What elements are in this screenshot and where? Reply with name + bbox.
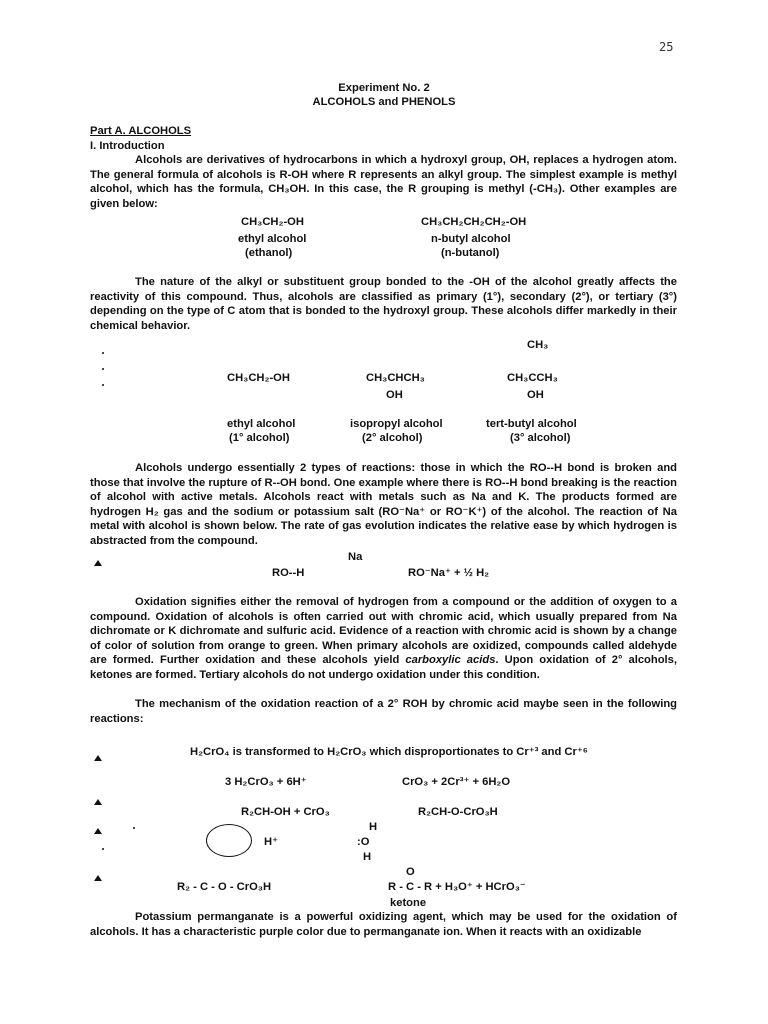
tertiary-name: tert-butyl alcohol (486, 418, 577, 430)
carboxylic-acids-italic: carboxylic acids (405, 654, 496, 667)
triangle-marker-icon (94, 799, 102, 805)
triangle-marker-icon (94, 755, 102, 761)
triangle-marker-icon (94, 828, 102, 834)
secondary-formula: CH₃CHCH₃ (366, 372, 425, 384)
water-o: :O (357, 836, 370, 848)
ethyl-name: ethyl alcohol (238, 233, 307, 245)
mechanism-step2-left: 3 H₂CrO₃ + 6H⁺ (225, 776, 307, 788)
ethyl-alt: (ethanol) (245, 247, 293, 259)
mechanism-step2-right: CrO₃ + 2Cr³⁺ + 6H₂O (402, 776, 511, 788)
na-reactant: RO--H (272, 567, 305, 579)
triangle-marker-icon (94, 875, 102, 881)
na-products: RO⁻Na⁺ + ½ H₂ (408, 567, 490, 579)
bullet-dot (133, 827, 135, 829)
part-title: Part A. ALCOHOLS (90, 125, 192, 137)
bullet-dot (102, 848, 104, 850)
experiment-title: Experiment No. 2 (338, 82, 430, 94)
mechanism-step4-right: R - C - R + H₃O⁺ + HCrO₃⁻ (388, 881, 526, 893)
ketone-oxygen: O (406, 866, 415, 878)
section-title: I. Introduction (90, 140, 165, 152)
butyl-name: n-butyl alcohol (431, 233, 511, 245)
secondary-name: isopropyl alcohol (350, 418, 443, 430)
paragraph-permanganate: Potassium permanganate is a powerful oxidizing agent, which may be used for the oxidation of alcohols. It has a characteristic purple color due to permanganate ion. When it reacts with an oxidizable (90, 911, 677, 938)
water-h-bottom: H (363, 851, 372, 863)
paragraph-oxidation: Oxidation signifies either the removal of hydrogen from a compound or the addition of oxygen to a compound. Oxidation of alcohols is often carried out with chromic acid, which usually prepared from Na dichromate or K dichromate and sulfuric acid. Evidence of a reaction with chromic acid is shown by a change of color of solution from orange to green. When primary alcohols are oxidized, compounds called aldehyde are formed. Further oxidation and these alcohols yield carboxylic acids. Upon oxidation of 2° alcohols, ketones are formed. Tertiary alcohols do not undergo oxidation under this condition. (90, 596, 677, 681)
triangle-marker-icon (94, 560, 102, 566)
na-reagent: Na (348, 551, 363, 563)
experiment-subtitle: ALCOHOLS and PHENOLS (312, 96, 456, 108)
primary-type: (1° alcohol) (229, 432, 290, 444)
page-number: 25 (659, 40, 674, 54)
tertiary-type: (3° alcohol) (510, 432, 571, 444)
ketone-label: ketone (390, 897, 427, 909)
mechanism-step1: H₂CrO₄ is transformed to H₂CrO₃ which disproportionates to Cr⁺³ and Cr⁺⁶ (190, 746, 588, 758)
secondary-oh: OH (386, 389, 403, 401)
tertiary-formula: CH₃CCH₃ (507, 372, 558, 384)
mechanism-step3-right: R₂CH-O-CrO₃H (418, 806, 498, 818)
butyl-formula: CH₃CH₂CH₂CH₂-OH (421, 216, 527, 228)
paragraph-classification: The nature of the alkyl or substituent group bonded to the -OH of the alcohol greatly affects the reactivity of this compound. Thus, alcohols are classified as primary (1°), secondary (2°), or tertiary (3°) depending on the type of C atom that is bonded to the hydroxyl group. These alcohols differ markedly in their chemical behavior. (90, 276, 677, 332)
mechanism-step3-left: R₂CH-OH + CrO₃ (241, 806, 330, 818)
mechanism-step4-left: R₂ - C - O - CrO₃H (177, 881, 272, 893)
bullet-dot (102, 352, 104, 354)
ethyl-formula: CH₃CH₂-OH (241, 216, 304, 228)
paragraph-mechanism: The mechanism of the oxidation reaction of a 2° ROH by chromic acid maybe seen in the following reactions: (90, 698, 677, 725)
paragraph-intro: Alcohols are derivatives of hydrocarbons in which a hydroxyl group, OH, replaces a hydrogen atom. The general formula of alcohols is R-OH where R represents an alkyl group. The simplest example is methyl alcohol, which has the formula, CH₃OH. In this case, the R grouping is methyl (-CH₃). Other examples are given below: (90, 154, 677, 210)
primary-formula: CH₃CH₂-OH (227, 372, 290, 384)
water-h-top: H (369, 821, 378, 833)
secondary-type: (2° alcohol) (362, 432, 423, 444)
tert-methyl-top: CH₃ (527, 339, 549, 351)
primary-name: ethyl alcohol (227, 418, 296, 430)
h-plus: H⁺ (264, 836, 278, 848)
ellipse-shape (206, 824, 252, 857)
bullet-dot (102, 384, 104, 386)
butyl-alt: (n-butanol) (441, 247, 500, 259)
bullet-dot (102, 368, 104, 370)
paragraph-reactions: Alcohols undergo essentially 2 types of reactions: those in which the RO--H bond is broken and those that involve the rupture of R--OH bond. One example where there is RO--H bond breaking is the reaction of alcohol with active metals. Alcohols react with metals such as Na and K. The products formed are hydrogen H₂ gas and the sodium or potassium salt (RO⁻Na⁺ or RO⁻K⁺) of the alcohol. The reaction of Na metal with alcohol is shown below. The rate of gas evolution indicates the relative ease by which hydrogen is abstracted from the compound. (90, 462, 677, 547)
tertiary-oh: OH (527, 389, 544, 401)
